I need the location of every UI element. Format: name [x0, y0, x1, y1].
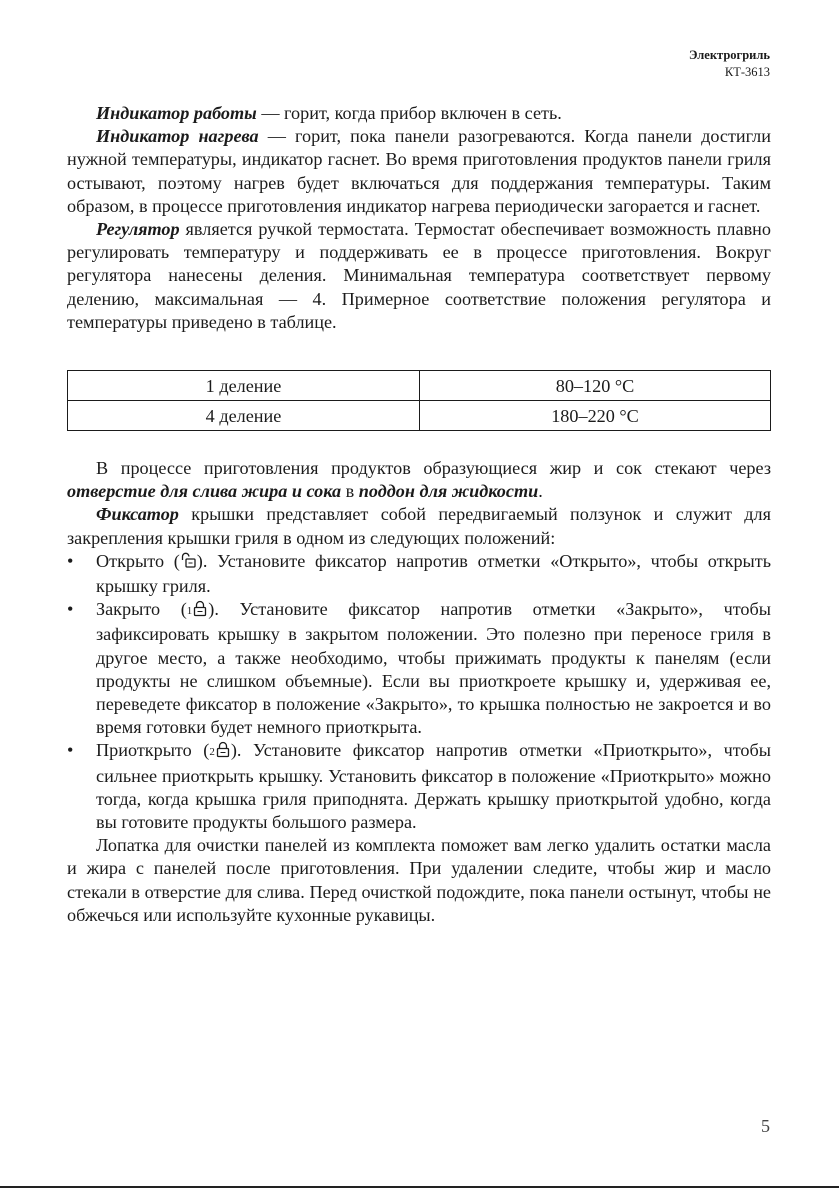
bullet-close: ) [230, 740, 237, 761]
main-content [67, 102, 771, 927]
paragraph-latch [67, 503, 771, 549]
paragraph-text: — горит, когда прибор включен в сеть. [256, 103, 562, 123]
term-power-indicator: Индикатор работы [96, 103, 257, 123]
term-heating-indicator: Индикатор нагрева [96, 126, 259, 147]
list-item [67, 739, 771, 834]
term-latch: Фиксатор [96, 504, 179, 525]
paragraph-power-indicator [67, 102, 771, 125]
bullet-close: ) [196, 550, 203, 571]
page-number: 5 [761, 1116, 770, 1136]
bullet-text: . Установите фиксатор напротив отметки «Закрыто», чтобы зафиксировать крышку в закрытом положении. Это полезно при переносе гриля в другое место, а также необходимо, чтобы прижимать продукты к панелям (если продукты не слишком объемные). Если вы приоткроете крышку и, удерживая ее, переведете фиксатор в положение «Закрыто», то крышка полностью не закроется и во время готовки будет немного приоткрыта. [96, 599, 771, 738]
model-number: КТ-3613 [724, 65, 770, 79]
table-cell-position: 1 деление [68, 371, 420, 401]
paragraph-spatula [67, 834, 771, 927]
paragraph-text: . [538, 481, 543, 502]
position-digit: 1 [186, 605, 193, 618]
position-digit: 2 [209, 746, 215, 759]
table-row [68, 371, 771, 401]
paragraph-text: крышки представляет собой передвигаемый ползунок и служит для закрепления крышки гриля в одном из следующих положений: [67, 504, 771, 548]
closed-lock-icon [192, 600, 208, 623]
bullet-close: ) [208, 599, 215, 620]
product-title: Электрогриль [688, 48, 770, 62]
paragraph-regulator [67, 218, 771, 334]
list-item [67, 598, 771, 739]
table-row [68, 401, 771, 431]
closed-lock-icon [215, 741, 231, 764]
paragraph-text: — горит, пока панели разогреваются. Когда панели достигли нужной температуры, индикатор гаснет. Во время приготовления продуктов панели гриля остывают, поэтому нагрев будет включаться для поддержания температуры. Таким образом, в процессе приготовления индикатор нагрева периодически загорается и гаснет. [67, 126, 771, 216]
bullet-label: Приоткрыто ( [96, 740, 210, 761]
paragraph-text: В процессе приготовления продуктов образующиеся жир и сок стекают через [96, 458, 771, 479]
temperature-table [67, 370, 771, 431]
paragraph-text: является ручкой термостата. Термостат обеспечивает возможность плавно регулировать температуру и поддерживать ее в процессе приготовления. Вокруг регулятора нанесены деления. Минимальная температура соответствует первому делению, максимальная — 4. Примерное соответствие положения регулятора и температуры приведено в таблице. [67, 219, 771, 332]
term-regulator: Регулятор [96, 219, 180, 240]
open-lock-icon [180, 552, 197, 575]
term-drain-hole: отверстие для слива жира и сока [67, 481, 342, 502]
table-cell-position: 4 деление [68, 401, 420, 431]
bullet-label: Открыто ( [96, 550, 180, 571]
bottom-divider [0, 1186, 839, 1188]
term-drip-tray: поддон для жидкости [358, 481, 539, 502]
list-item [67, 550, 771, 598]
bullet-label: Закрыто ( [96, 599, 187, 620]
page-header [689, 47, 770, 81]
paragraph-text: в [341, 481, 359, 502]
table-cell-temperature: 80–120 °С [420, 371, 771, 401]
latch-positions-list [67, 550, 771, 834]
paragraph-text: Лопатка для очистки панелей из комплекта поможет вам легко удалить остатки масла и жира с панелей после приготовления. При удалении следите, чтобы жир и масло стекали в отверстие для слива. Перед очисткой подождите, пока панели остынут, чтобы не обжечься или используйте кухонные рукавицы. [67, 835, 771, 925]
paragraph-heating-indicator [67, 125, 771, 218]
paragraph-drain [67, 457, 771, 503]
table-cell-temperature: 180–220 °С [420, 401, 771, 431]
bullet-text: . Установите фиксатор напротив отметки «Открыто», чтобы открыть крышку гриля. [96, 550, 771, 597]
bullet-text: . Установите фиксатор напротив отметки «Приоткрыто», чтобы сильнее приоткрыть крышку. Установить фиксатор в положение «Приоткрыто» можно тогда, когда крышка гриля приподнята. Держать крышку приоткрытой удобно, когда вы готовите продукты большого размера. [96, 740, 771, 833]
